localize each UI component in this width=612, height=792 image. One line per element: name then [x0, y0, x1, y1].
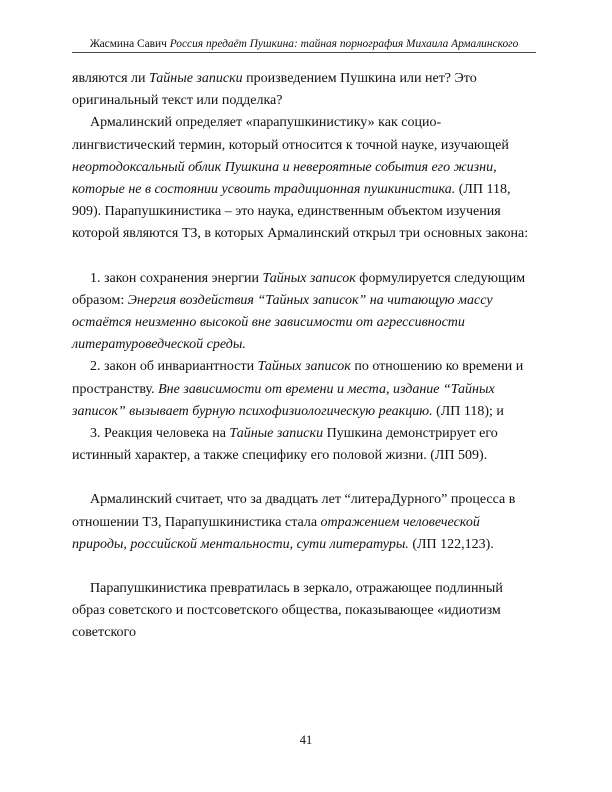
paragraph-2: [72, 112, 536, 245]
header-title: Россия предаёт Пушкина: тайная порнография Михаила Армалинского: [169, 38, 519, 50]
text-run: 3. Реакция человека на: [90, 426, 230, 442]
page-number: 41: [299, 733, 313, 747]
text-run: формулируется следующим образом:: [72, 270, 526, 308]
text-run: (ЛП 118); и: [432, 403, 504, 419]
paragraph-4: [72, 578, 536, 645]
italic-run: Тайные записки: [229, 426, 324, 442]
header-rule: [72, 52, 536, 53]
text-run: являются ли: [72, 71, 149, 86]
italic-run: Тайных записок: [262, 270, 356, 286]
text-run: Парапушкинистика превратилась в зеркало, отражающее подлинный образ советского и постсоветского общества, показывающее «идиотизм советского: [72, 581, 503, 641]
italic-run: Тайных записок: [257, 359, 351, 375]
text-run: по отношению ко времени и пространству.: [72, 359, 524, 397]
text-run: (ЛП 118, 909). Парапушкинистика – это наука, единственным объектом изучения которой являются ТЗ, в которых Армалинский открыл три основных закона:: [72, 182, 529, 242]
law-item-3: [72, 423, 536, 467]
italic-run: Тайные записки: [149, 71, 243, 86]
italic-run: Энергия воздействия “Тайных записок” на читающую массу остаётся неизменно высокой вне зависимости от агрессивности литературоведческой среды.: [72, 292, 493, 353]
text-run: произведением Пушкина или нет? Это оригинальный текст или подделка?: [72, 71, 477, 109]
text-run: 2. закон об инвариантности: [90, 359, 258, 375]
law-item-1: [72, 268, 536, 357]
text-run: (ЛП 122,123).: [408, 536, 494, 552]
body-text: [72, 68, 536, 645]
paragraph-3: [72, 489, 536, 556]
text-run: Пушкина демонстрирует его истинный характер, а также специфику его половой жизни. (ЛП 509).: [72, 426, 498, 464]
header-author: Жасмина Савич: [89, 38, 167, 50]
italic-run: Вне зависимости от времени и места, издание “Тайных записок” вызывает бурную психофизиологическую реакцию.: [72, 381, 495, 419]
law-item-2: [72, 356, 536, 423]
paragraph-1: [72, 68, 536, 112]
paragraph-gap: [72, 246, 536, 268]
paragraph-gap: [72, 556, 536, 578]
italic-run: отражением человеческой природы, российской ментальности, сути литературы.: [72, 514, 480, 552]
text-run: Армалинский считает, что за двадцать лет “литераДурного” процесса в отношении ТЗ, Парапушкинистика стала: [72, 492, 516, 530]
italic-run: неортодоксальный облик Пушкина и невероятные события его жизни, которые не в состоянии усвоить традиционная пушкинистика.: [72, 159, 497, 198]
text-run: 1. закон сохранения энергии: [90, 270, 263, 286]
text-run: Армалинский определяет «парапушкинистику» как социо-лингвистический термин, который относится к точной науке, изучающей: [72, 115, 509, 153]
paragraph-gap: [72, 467, 536, 489]
running-header: [72, 37, 536, 51]
